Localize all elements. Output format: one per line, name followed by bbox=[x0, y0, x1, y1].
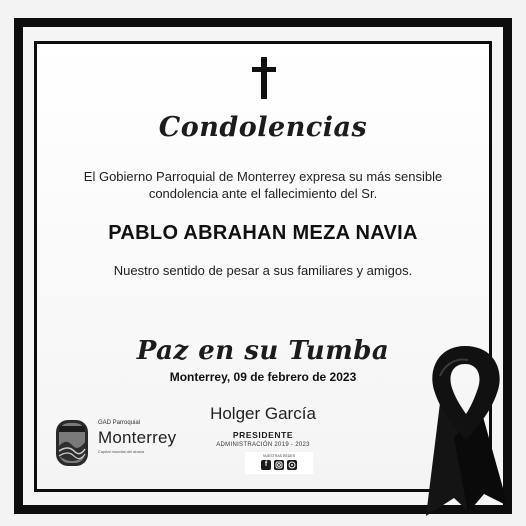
social-label: NUESTRAS REDES bbox=[262, 454, 296, 458]
signer-role: PRESIDENTE bbox=[232, 430, 294, 440]
cross-icon bbox=[250, 57, 278, 99]
whatsapp-icon[interactable] bbox=[287, 460, 297, 470]
logo-small-text: GAD Parroquial bbox=[98, 420, 141, 426]
facebook-icon[interactable]: f bbox=[261, 460, 271, 470]
social-links bbox=[245, 452, 313, 474]
logo-main-text: Monterrey bbox=[98, 428, 177, 447]
sympathy-message: Nuestro sentido de pesar a sus familiares y amigos. bbox=[113, 263, 413, 278]
organization-logo bbox=[54, 416, 194, 472]
signer-period: ADMINISTRACIÓN 2019 - 2023 bbox=[216, 442, 310, 448]
mourning-ribbon-icon bbox=[410, 328, 520, 518]
signature-block bbox=[165, 404, 361, 448]
deceased-name: PABLO ABRAHAN MEZA NAVIA bbox=[108, 222, 418, 244]
condolences-heading: Condolencias bbox=[158, 112, 368, 143]
instagram-icon[interactable] bbox=[274, 460, 284, 470]
monterrey-emblem-icon bbox=[54, 418, 90, 468]
rest-in-peace-heading: Paz en su Tumba bbox=[136, 336, 390, 366]
logo-tagline: Capital mundial del abacá bbox=[98, 449, 145, 454]
condolence-message: El Gobierno Parroquial de Monterrey expresa su más sensible condolencia ante el fallecimiento del Sr. bbox=[83, 169, 443, 201]
signer-name: Holger García bbox=[210, 404, 316, 423]
date-line: Monterrey, 09 de febrero de 2023 bbox=[169, 370, 357, 384]
